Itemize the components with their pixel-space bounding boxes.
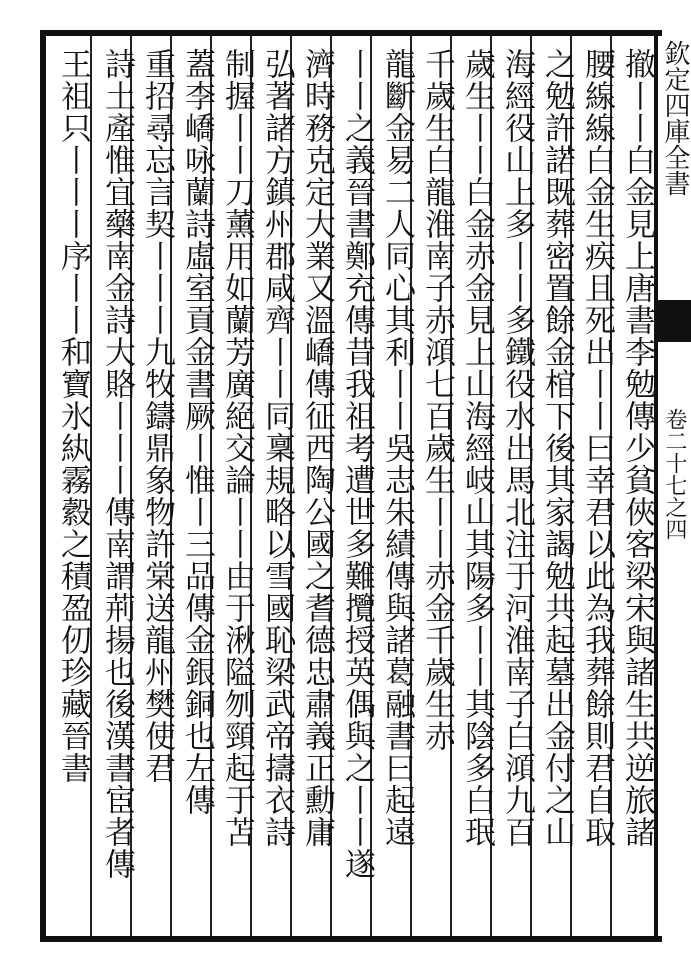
frame-bottom-border xyxy=(42,936,662,942)
text-column-2: 腰線線白金生疾且死出丨丨曰幸君以此為我葬餘則君自取 xyxy=(579,48,615,848)
text-column-4: 海經役山上多丨丨多鐵役水出馬北注于河淮南子白澒九百 xyxy=(499,48,535,848)
frame-left-border xyxy=(40,30,46,942)
text-column-12: 蓋李嶠咏蘭詩虛室貢金書厥丨惟丨三品傳金銀銅也左傳 xyxy=(179,48,215,816)
text-column-5: 歲生丨丨白金赤金見上山海經岐山其陽多丨丨其陰多白珉 xyxy=(459,48,495,848)
text-column-9: 濟時務克定大業又溫嶠傳征西陶公國之耆德忠肅義正勳庸 xyxy=(299,48,335,848)
text-column-10: 弘著諸方鎮州郡咸齊丨丨同稟規略以雪國恥梁武帝擣衣詩 xyxy=(259,48,295,848)
text-column-14: 詩土產惟宜藥南金詩大賂丨丨丨傳南謂荊揚也後漢書宦者傳 xyxy=(99,48,135,880)
book-title-edge: 欽定四庫全書 xyxy=(660,40,690,196)
text-column-7: 龍斷金易二人同心其利丨丨吳志朱績傳與諸葛融書曰起遠 xyxy=(379,48,415,848)
frame-top-border xyxy=(42,30,662,36)
text-column-13: 重招尋忘言契丨丨丨九牧鑄鼎象物許棠送龍州樊使君 xyxy=(139,48,175,784)
text-column-15: 王祖只丨丨丨序丨丨和寶氷紈霧縠之積盈仞珍藏晉書 xyxy=(55,48,91,784)
text-column-1: 撤丨丨白金見上唐書李勉傳少貧俠客梁宋與諸生共逆旅諸 xyxy=(619,48,655,848)
fishtail-block xyxy=(658,300,691,342)
text-column-8: 丨丨之義晉書鄭充傳昔我祖考遭世多難攬授英偶與之丨丨遂 xyxy=(339,48,375,880)
text-column-6: 千歲生白龍淮南子赤澒七百歲生丨丨赤金千歲生赤 xyxy=(419,48,455,752)
text-column-11: 制握丨丨刀薰用如蘭芳廣絕交論丨丨由于湫隘刎頸起于苫 xyxy=(219,48,255,848)
text-column-3: 之勉許諾既葬密置餘金棺下後其家謁勉共起墓出金付之山 xyxy=(539,48,575,848)
volume-label: 卷二十七之四 xyxy=(662,408,687,540)
